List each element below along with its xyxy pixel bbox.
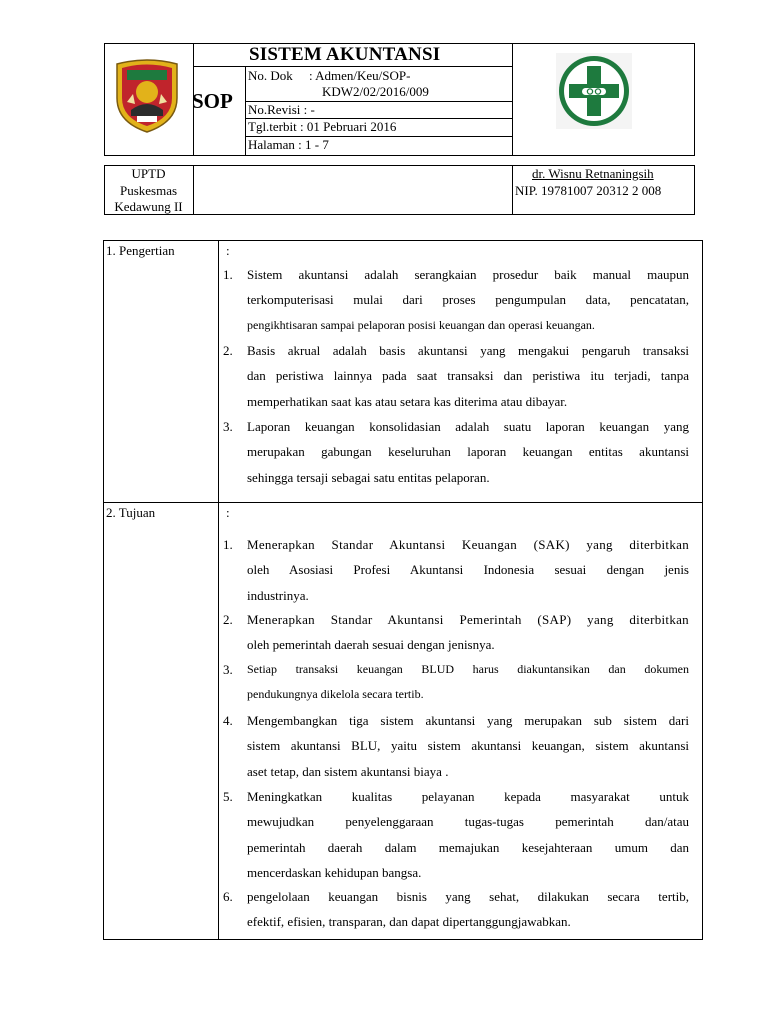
list-number: 4. xyxy=(223,713,233,728)
regency-shield-logo xyxy=(113,58,181,134)
item-line: aset tetap, dan sistem akuntansi biaya . xyxy=(247,763,449,779)
list-number: 2. xyxy=(223,612,233,627)
list-number: 3. xyxy=(223,662,233,677)
item-line: pengikhtisaran sampai pelaporan posisi keuangan dan operasi keuangan. xyxy=(247,317,595,332)
item-line: sistem akuntansi BLU, yaitu sistem akuntansi keuangan, sistem akuntansi xyxy=(247,738,689,754)
signer-nip: NIP. 19781007 20312 2 008 xyxy=(515,183,662,198)
item-line: Menerapkan Standar Akuntansi Pemerintah (SAP) yang diterbitkan xyxy=(247,612,689,627)
item-line: Sistem akuntansi adalah serangkaian prosedur baik manual maupun xyxy=(247,267,689,282)
item-line: Menerapkan Standar Akuntansi Keuangan (SAK) yang diterbitkan xyxy=(247,537,689,552)
item-line: sehingga tersaji sebagai satu entitas pelaporan. xyxy=(247,469,490,485)
item-line: merupakan gabungan keseluruhan laporan keuangan entitas akuntansi xyxy=(247,444,689,460)
item-line: pengelolaan keuangan bisnis yang sehat, dilakukan secara tertib, xyxy=(247,889,689,904)
sop-label: SOP xyxy=(192,89,233,113)
item-line: Basis akrual adalah basis akuntansi yang mengakui pengaruh transaksi xyxy=(247,343,689,358)
section-colon: : xyxy=(226,243,230,258)
halaman: Halaman : 1 - 7 xyxy=(248,137,329,152)
section-label-pengertian: 1. Pengertian xyxy=(106,243,175,258)
org-line-kedawung: Kedawung II xyxy=(114,199,183,214)
item-line: mencerdaskan kehidupan bangsa. xyxy=(247,864,422,880)
item-line: Setiap transaksi keuangan BLUD harus diakuntansikan dan dokumen xyxy=(247,662,689,676)
item-line: memperhatikan saat kas atau setara kas diterima atau dibayar. xyxy=(247,393,568,409)
no-dok-value-line1: : Admen/Keu/SOP- xyxy=(309,68,411,83)
list-number: 3. xyxy=(223,419,233,434)
list-number: 6. xyxy=(223,889,233,904)
sop-title: SISTEM AKUNTANSI xyxy=(249,44,441,65)
section-label-tujuan: 2. Tujuan xyxy=(106,505,156,520)
no-revisi: No.Revisi : - xyxy=(248,102,315,117)
item-line: efektif, efisien, transparan, dan dapat dipertanggungjawabkan. xyxy=(247,914,571,930)
no-dok-value-line2: KDW2/02/2016/009 xyxy=(322,84,429,99)
list-number: 2. xyxy=(223,343,233,358)
tgl-terbit: Tgl.terbit : 01 Pebruari 2016 xyxy=(248,119,397,134)
org-line-uptd: UPTD xyxy=(131,166,166,181)
item-line: Laporan keuangan konsolidasian adalah suatu laporan keuangan yang xyxy=(247,419,689,434)
item-line: dan peristiwa lainnya pada saat transaksi dan peristiwa itu terjadi, tanpa xyxy=(247,368,689,384)
no-dok-label: No. Dok xyxy=(248,68,293,83)
item-line: Mengembangkan tiga sistem akuntansi yang merupakan sub sistem dari xyxy=(247,713,689,728)
list-number: 1. xyxy=(223,267,233,282)
item-line: oleh pemerintah daerah sesuai dengan jenisnya. xyxy=(247,637,495,653)
item-line: Meningkatkan kualitas pelayanan kepada masyarakat untuk xyxy=(247,789,689,804)
list-number: 1. xyxy=(223,537,233,552)
item-line: oleh Asosiasi Profesi Akuntansi Indonesia sesuai dengan jenis xyxy=(247,562,689,578)
item-line: mewujudkan penyelenggaraan tugas-tugas pemerintah dan/atau xyxy=(247,814,689,830)
org-line-puskesmas: Puskesmas xyxy=(119,183,178,198)
item-line: terkomputerisasi mulai dari proses pengumpulan data, pencatatan, xyxy=(247,292,689,308)
signer-name: dr. Wisnu Retnaningsih xyxy=(532,166,654,181)
item-line: industrinya. xyxy=(247,587,309,603)
item-line: pemerintah daerah dalam memajukan kesejahteraan umum dan xyxy=(247,839,689,855)
section-colon: : xyxy=(226,505,230,520)
puskesmas-cross-logo xyxy=(555,52,633,130)
list-number: 5. xyxy=(223,789,233,804)
item-line: pendukungnya dikelola secara tertib. xyxy=(247,687,424,702)
